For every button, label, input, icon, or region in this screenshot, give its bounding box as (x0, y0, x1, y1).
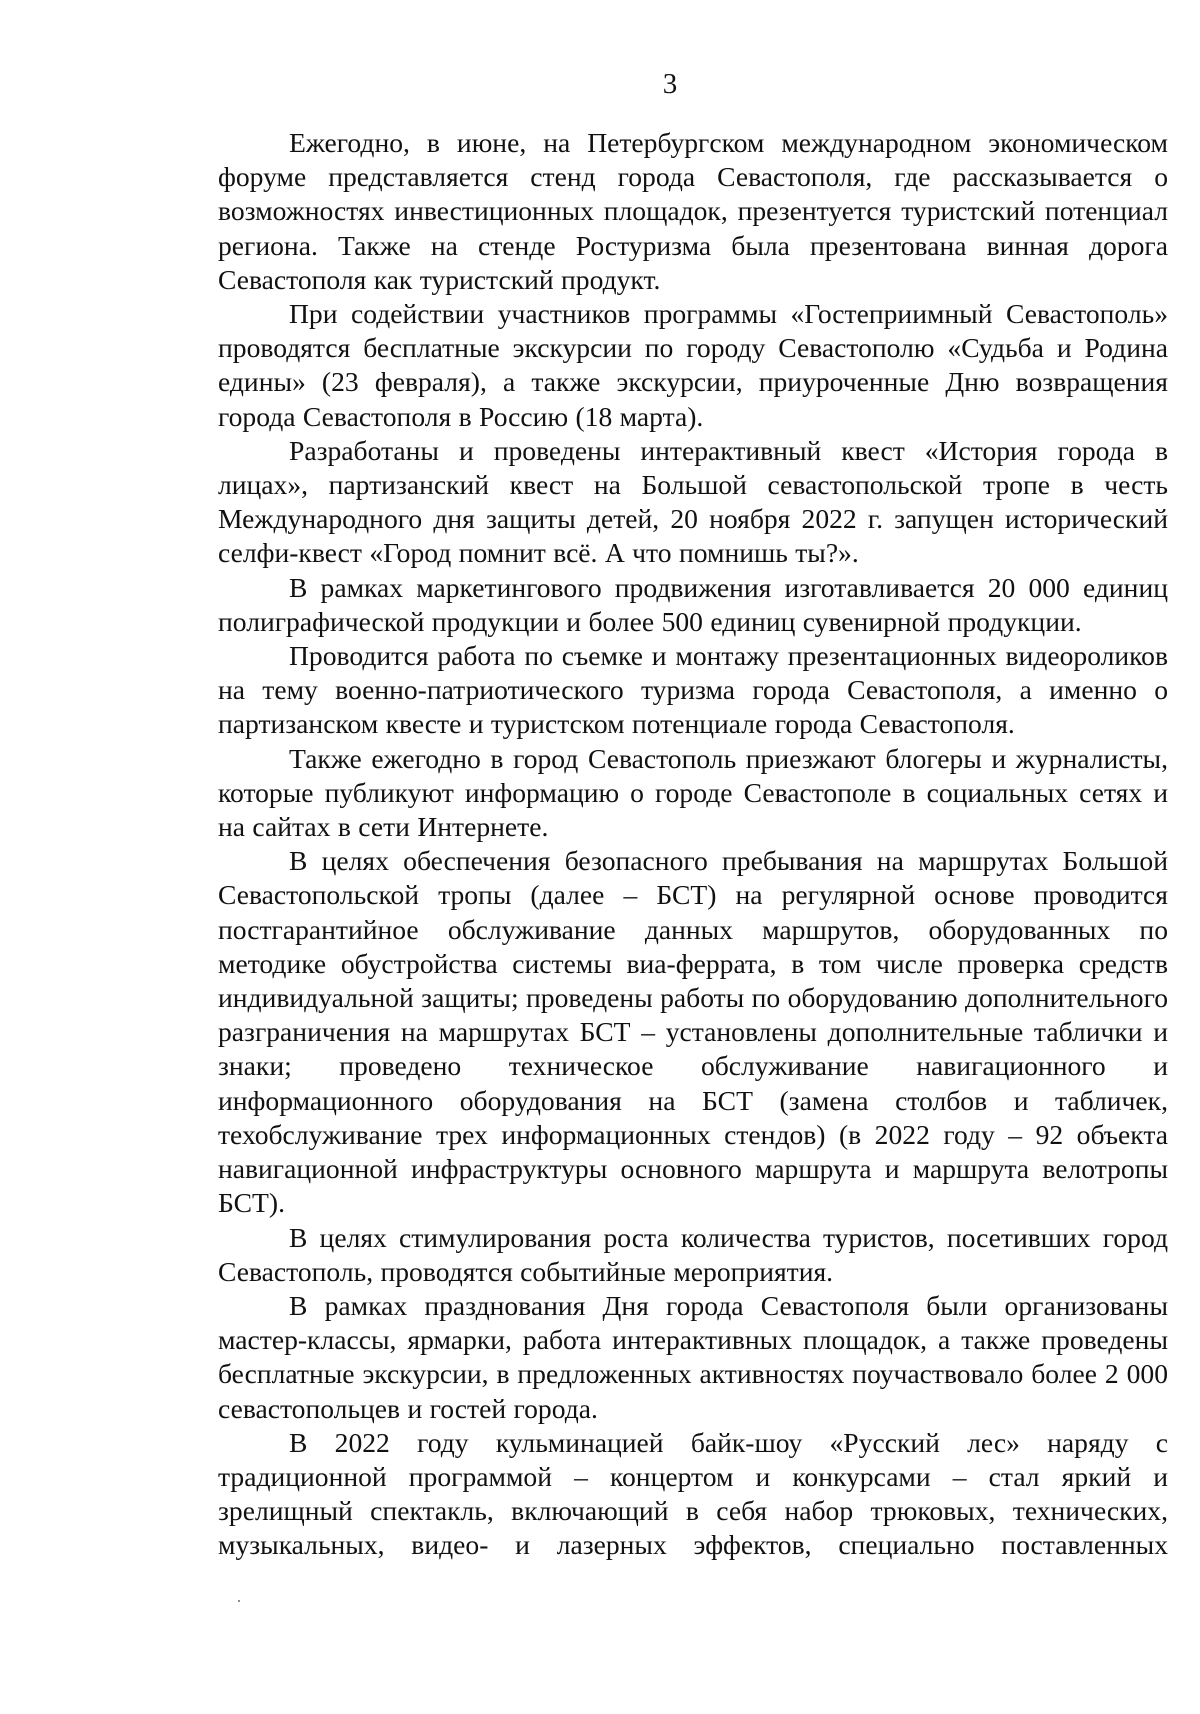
paragraph: Проводится работа по съемке и монтажу презентационных видеороликов на тему военно-патриотического туризма города Севастополя, а именно о партизанском квесте и туристском потенциале города Севастополя. (218, 640, 1168, 740)
document-body (218, 126, 1168, 1563)
paragraph: Разработаны и проведены интерактивный квест «История города в лицах», партизанский квест на Большой севастопольской тропе в честь Международного дня защиты детей, 20 ноября 2022 г. запущен исторический селфи-квест «Город помнит всё. А что помнишь ты?». (218, 434, 1168, 569)
scan-speck (238, 1600, 240, 1602)
paragraph: В рамках празднования Дня города Севастополя были организованы мастер-классы, ярмарки, работа интерактивных площадок, а также проведены бесплатные экскурсии, в предложенных активностях поучаствовало более 2 000 севастопольцев и гостей города. (218, 1289, 1168, 1424)
paragraph: В рамках маркетингового продвижения изготавливается 20 000 единиц полиграфической продукции и более 500 единиц сувенирной продукции. (218, 571, 1168, 637)
paragraph: В целях стимулирования роста количества туристов, посетивших город Севастополь, проводятся событийные мероприятия. (218, 1221, 1168, 1287)
paragraph: При содействии участников программы «Гостеприимный Севастополь» проводятся бесплатные экскурсии по городу Севастополю «Судьба и Родина едины» (23 февраля), а также экскурсии, приуроченные Дню возвращения города Севастополя в Россию (18 марта). (218, 298, 1168, 432)
paragraph: В 2022 году кульминацией байк-шоу «Русский лес» наряду с традиционной программой – концертом и конкурсами – стал яркий и зрелищный спектакль, включающий в себя набор трюковых, технических, музыкальных, видео- и лазерных эффектов, специально поставленных (218, 1426, 1168, 1561)
paragraph: Ежегодно, в июне, на Петербургском международном экономическом форуме представляется стенд города Севастополя, где рассказывается о возможностях инвестиционных площадок, презентуется туристский потенциал региона. Также на стенде Ростуризма была презентована винная дорога Севастополя как туристский продукт. (218, 127, 1168, 295)
paragraph: Также ежегодно в город Севастополь приезжают блогеры и журналисты, которые публикуют информацию о городе Севастополе в социальных сетях и на сайтах в сети Интернете. (218, 742, 1168, 843)
paragraph: В целях обеспечения безопасного пребывания на маршрутах Большой Севастопольской тропы (далее – БСТ) на регулярной основе проводится постгарантийное обслуживание данных маршрутов, оборудованных по методике обустройства системы виа-феррата, в том числе проверка средств индивидуальной защиты; проведены работы по оборудованию дополнительного разграничения на маршрутах БСТ – установлены дополнительные таблички и знаки; проведено техническое обслуживание навигационного и информационного оборудования на БСТ (замена столбов и табличек, техобслуживание трех информационных стендов) (в 2022 году – 92 объекта навигационной инфраструктуры основного маршрута и маршрута велотропы БСТ). (218, 845, 1168, 1219)
page-number: 3 (662, 68, 678, 100)
